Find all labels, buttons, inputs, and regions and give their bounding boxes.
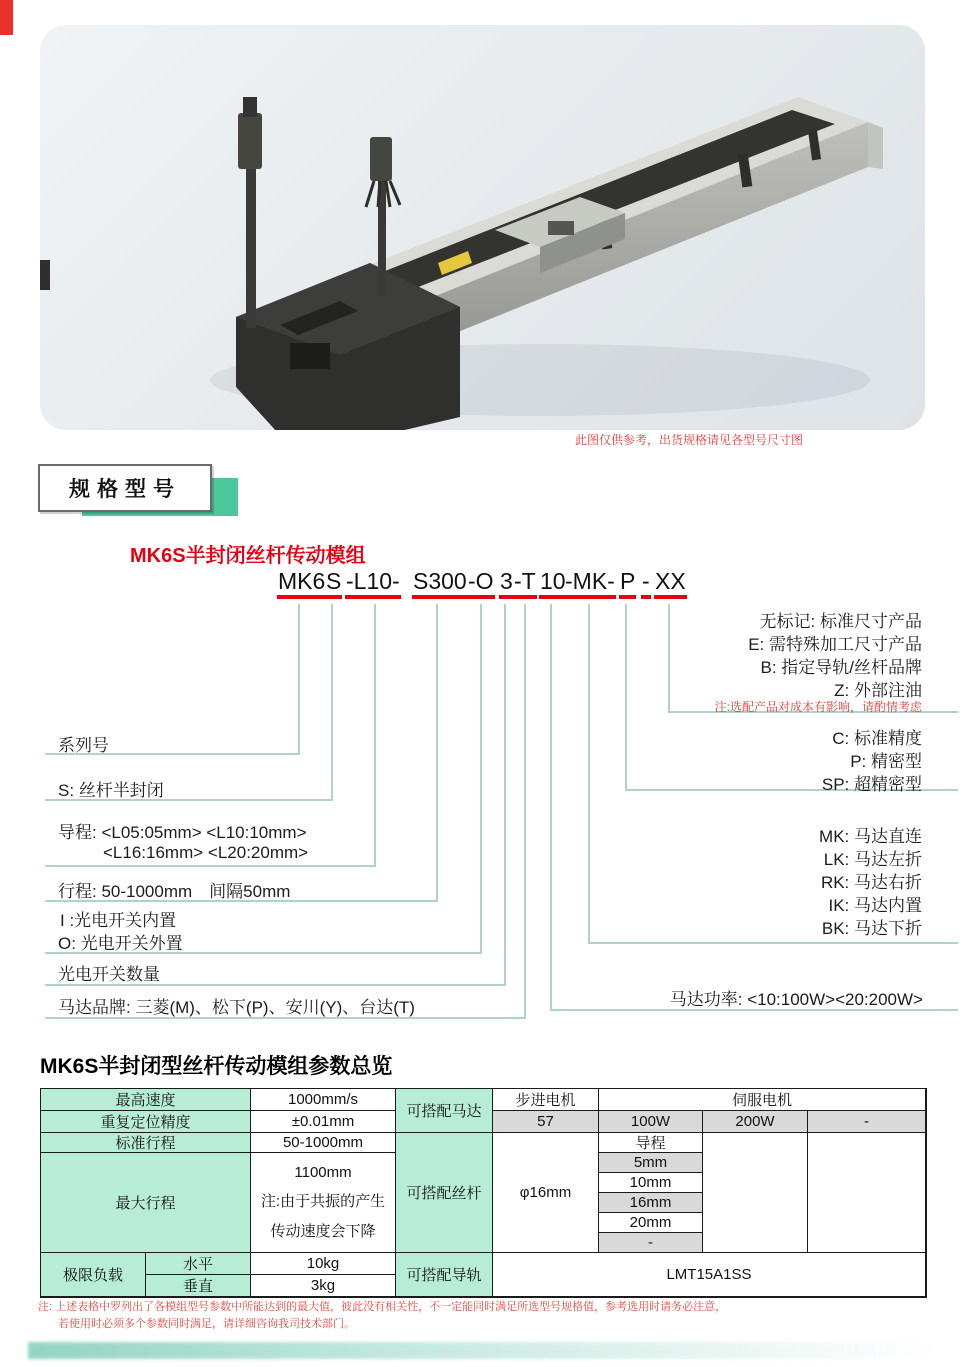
cell-repeat-label: 重复定位精度 [41, 1111, 251, 1133]
product-photo-panel [40, 25, 925, 430]
cell-max-speed-value: 1000mm/s [251, 1089, 396, 1111]
cell-motor-label: 可搭配马达 [396, 1089, 493, 1133]
cell-servo-100: 100W [599, 1111, 703, 1133]
cell-stepper-header: 步进电机 [493, 1089, 599, 1111]
cell-std-stroke-value: 50-1000mm [251, 1133, 396, 1153]
model-segment-custom: XX [654, 568, 687, 599]
cell-servo-200: 200W [703, 1111, 808, 1133]
cell-screw-label: 可搭配丝杆 [396, 1133, 493, 1253]
photo-disclaimer-text: 此图仅供参考，出货规格请见各型号尺寸图 [575, 433, 804, 447]
label-precision-c: C: 标准精度 [832, 729, 922, 748]
max-stroke-value: 1100mm [294, 1164, 352, 1181]
model-segment-precision: P [619, 568, 636, 599]
label-lead-line2: <L16:16mm> <L20:20mm> [103, 843, 309, 862]
label-precision-p: P: 精密型 [850, 752, 922, 771]
red-corner-mark [0, 0, 13, 35]
label-special-size: E: 需特殊加工尺寸产品 [748, 635, 922, 654]
cell-lead-20: 20mm [599, 1213, 703, 1233]
cell-lead-header: 导程 [599, 1133, 703, 1153]
section-header: 规格型号 [38, 464, 212, 512]
bottom-decoration-band [28, 1342, 934, 1359]
cell-servo-header: 伺服电机 [599, 1089, 926, 1111]
model-segment-brand: -T [513, 568, 537, 599]
cell-rail-label: 可搭配导轨 [396, 1253, 493, 1297]
cell-lead-16: 16mm [599, 1193, 703, 1213]
spec-table-title: MK6S半封闭型丝杆传动模组参数总览 [40, 1055, 393, 1078]
label-switch-internal: I :光电开关内置 [60, 911, 177, 930]
label-mount-mk: MK: 马达直连 [819, 827, 922, 846]
label-motor-power: 马达功率: <10:100W><20:200W> [669, 990, 923, 1009]
cell-empty-2 [808, 1133, 926, 1253]
cell-horizontal-label: 水平 [146, 1253, 251, 1275]
cell-std-stroke-label: 标准行程 [41, 1133, 251, 1153]
label-option-note: 注:选配产品对成本有影响，请酌情考虑 [714, 700, 922, 714]
cell-vertical-value: 3kg [251, 1275, 396, 1297]
model-segment-switch-pos: -O [467, 568, 495, 599]
footnote-line-2: 若使用时必须多个参数同时满足，请详细咨询我司技术部门。 [58, 1318, 355, 1330]
model-segment-dash: - [641, 568, 651, 599]
cell-lead-dash: - [599, 1233, 703, 1253]
cell-stepper-value: 57 [493, 1111, 599, 1133]
model-segment-series: MK6 [277, 568, 326, 599]
label-switch-qty: 光电开关数量 [58, 965, 160, 984]
model-segment-lead: -L10- [345, 568, 401, 599]
cell-max-stroke-label: 最大行程 [41, 1153, 251, 1253]
model-segment-switch-qty: 3 [499, 568, 514, 599]
footnote-line-1: 注: 上述表格中罗列出了各模组型号参数中所能达到的最大值，彼此没有相关性，不一定能同时满足所选型号规格值，参考选用时请务必注意， [38, 1301, 727, 1313]
label-mount-bk: BK: 马达下折 [821, 919, 922, 938]
cell-repeat-value: ±0.01mm [251, 1111, 396, 1133]
cell-lead-10: 10mm [599, 1173, 703, 1193]
cell-empty-1 [703, 1133, 808, 1253]
max-stroke-note1: 注:由于共振的产生 [260, 1193, 386, 1210]
label-standard-size: 无标记: 标准尺寸产品 [759, 612, 922, 631]
cell-load-label: 极限负载 [41, 1253, 146, 1297]
label-mount-lk: LK: 马达左折 [823, 850, 922, 869]
model-segment-type: S [325, 568, 342, 599]
label-series: 系列号 [58, 736, 109, 755]
cell-servo-dash: - [808, 1111, 926, 1133]
label-mount-rk: RK: 马达右折 [820, 873, 922, 892]
cell-screw-diameter: φ16mm [493, 1133, 599, 1253]
max-stroke-note2: 传动速度会下降 [270, 1223, 376, 1240]
cell-max-speed-label: 最高速度 [41, 1089, 251, 1111]
label-lead-line1: 导程: <L05:05mm> <L10:10mm> [58, 823, 307, 842]
cell-horizontal-value: 10kg [251, 1253, 396, 1275]
cell-lead-5: 5mm [599, 1153, 703, 1173]
model-code [0, 568, 966, 604]
model-segment-power: 10 [539, 568, 567, 599]
label-precision-sp: SP: 超精密型 [821, 775, 922, 794]
model-series-title: MK6S半封闭丝杆传动模组 [130, 545, 366, 567]
label-brand-spec: B: 指定导轨/丝杆品牌 [760, 658, 922, 677]
label-mount-ik: IK: 马达内置 [828, 896, 922, 915]
cell-vertical-label: 垂直 [146, 1275, 251, 1297]
label-external-oil: Z: 外部注油 [834, 681, 922, 700]
model-segment-stroke: S300 [412, 568, 468, 599]
label-stroke: 行程: 50-1000mm 间隔50mm [58, 882, 291, 901]
label-screw-type: S: 丝杆半封闭 [58, 781, 164, 800]
cell-rail-value: LMT15A1SS [493, 1253, 926, 1297]
label-motor-brand: 马达品牌: 三菱(M)、松下(P)、安川(Y)、台达(T) [58, 998, 415, 1017]
cell-max-stroke-value [251, 1153, 396, 1253]
model-segment-mount: -MK- [564, 568, 616, 599]
spec-table [40, 1088, 927, 1298]
label-switch-external: O: 光电开关外置 [58, 934, 183, 953]
product-photo-illustration [40, 25, 925, 430]
